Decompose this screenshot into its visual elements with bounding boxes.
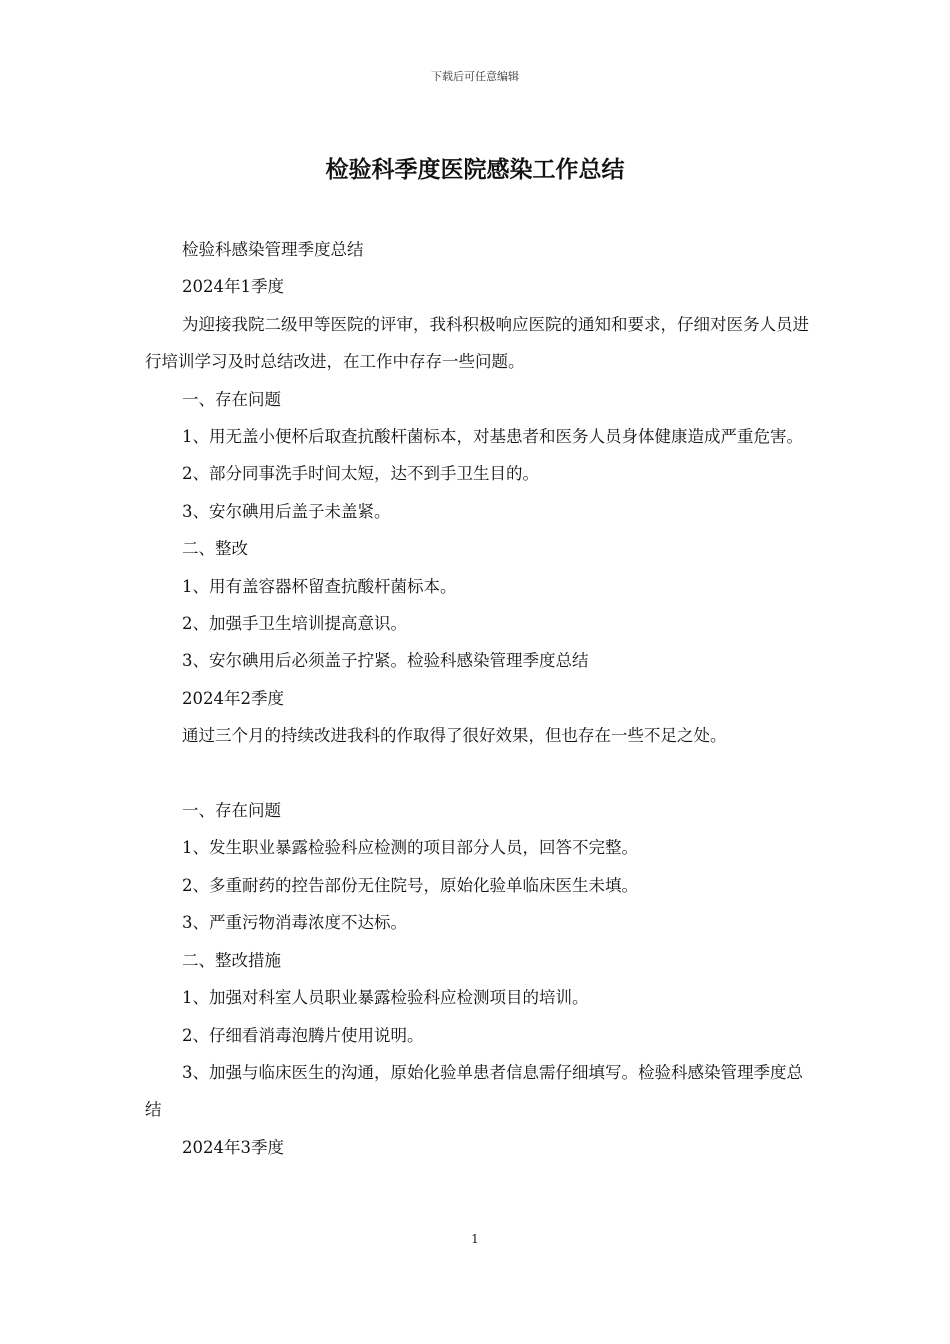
paragraph: 3、安尔碘用后必须盖子拧紧。检验科感染管理季度总结 (182, 651, 589, 671)
paragraph: 为迎接我院二级甲等医院的评审，我科积极响应医院的通知和要求，仔细对医务人员进行培训学习及时总结改进，在工作中存存一些问题。 (145, 314, 809, 372)
paragraph: 3、安尔碘用后盖子未盖紧。 (182, 501, 391, 521)
paragraph: 1、加强对科室人员职业暴露检验科应检测项目的培训。 (182, 988, 589, 1008)
paragraph: 2、仔细看消毒泡腾片使用说明。 (182, 1025, 424, 1045)
paragraph: 1、发生职业暴露检验科应检测的项目部分人员，回答不完整。 (182, 838, 638, 858)
paragraph: 3、严重污物消毒浓度不达标。 (182, 913, 407, 933)
paragraph: 检验科感染管理季度总结 (182, 240, 364, 259)
paragraph: 2、加强手卫生培训提高意识。 (182, 614, 407, 634)
paragraph: 二、整改措施 (182, 950, 281, 970)
page-number: 1 (471, 1232, 479, 1246)
page-header-note: 下载后可任意编辑 (431, 70, 519, 83)
paragraph: 二、整改 (182, 539, 248, 559)
paragraph: 一、存在问题 (182, 389, 281, 409)
paragraph: 2、部分同事洗手时间太短，达不到手卫生目的。 (182, 464, 539, 484)
paragraph: 2024年2季度 (182, 688, 284, 708)
blank-line (145, 755, 815, 792)
paragraph: 2、多重耐药的控告部份无住院号，原始化验单临床医生未填。 (182, 875, 638, 895)
paragraph: 1、用有盖容器杯留查抗酸杆菌标本。 (182, 576, 457, 596)
paragraph: 1、用无盖小便杯后取查抗酸杆菌标本，对基患者和医务人员身体健康造成严重危害。 (182, 427, 803, 447)
paragraph: 通过三个月的持续改进我科的作取得了很好效果，但也存在一些不足之处。 (182, 726, 727, 746)
document-title: 检验科季度医院感染工作总结 (325, 156, 625, 183)
document-body (145, 231, 815, 1166)
paragraph: 3、加强与临床医生的沟通，原始化验单患者信息需仔细填写。检验科感染管理季度总结 (145, 1062, 803, 1120)
paragraph: 一、存在问题 (182, 801, 281, 821)
paragraph: 2024年1季度 (182, 277, 284, 297)
paragraph: 2024年3季度 (182, 1137, 284, 1157)
